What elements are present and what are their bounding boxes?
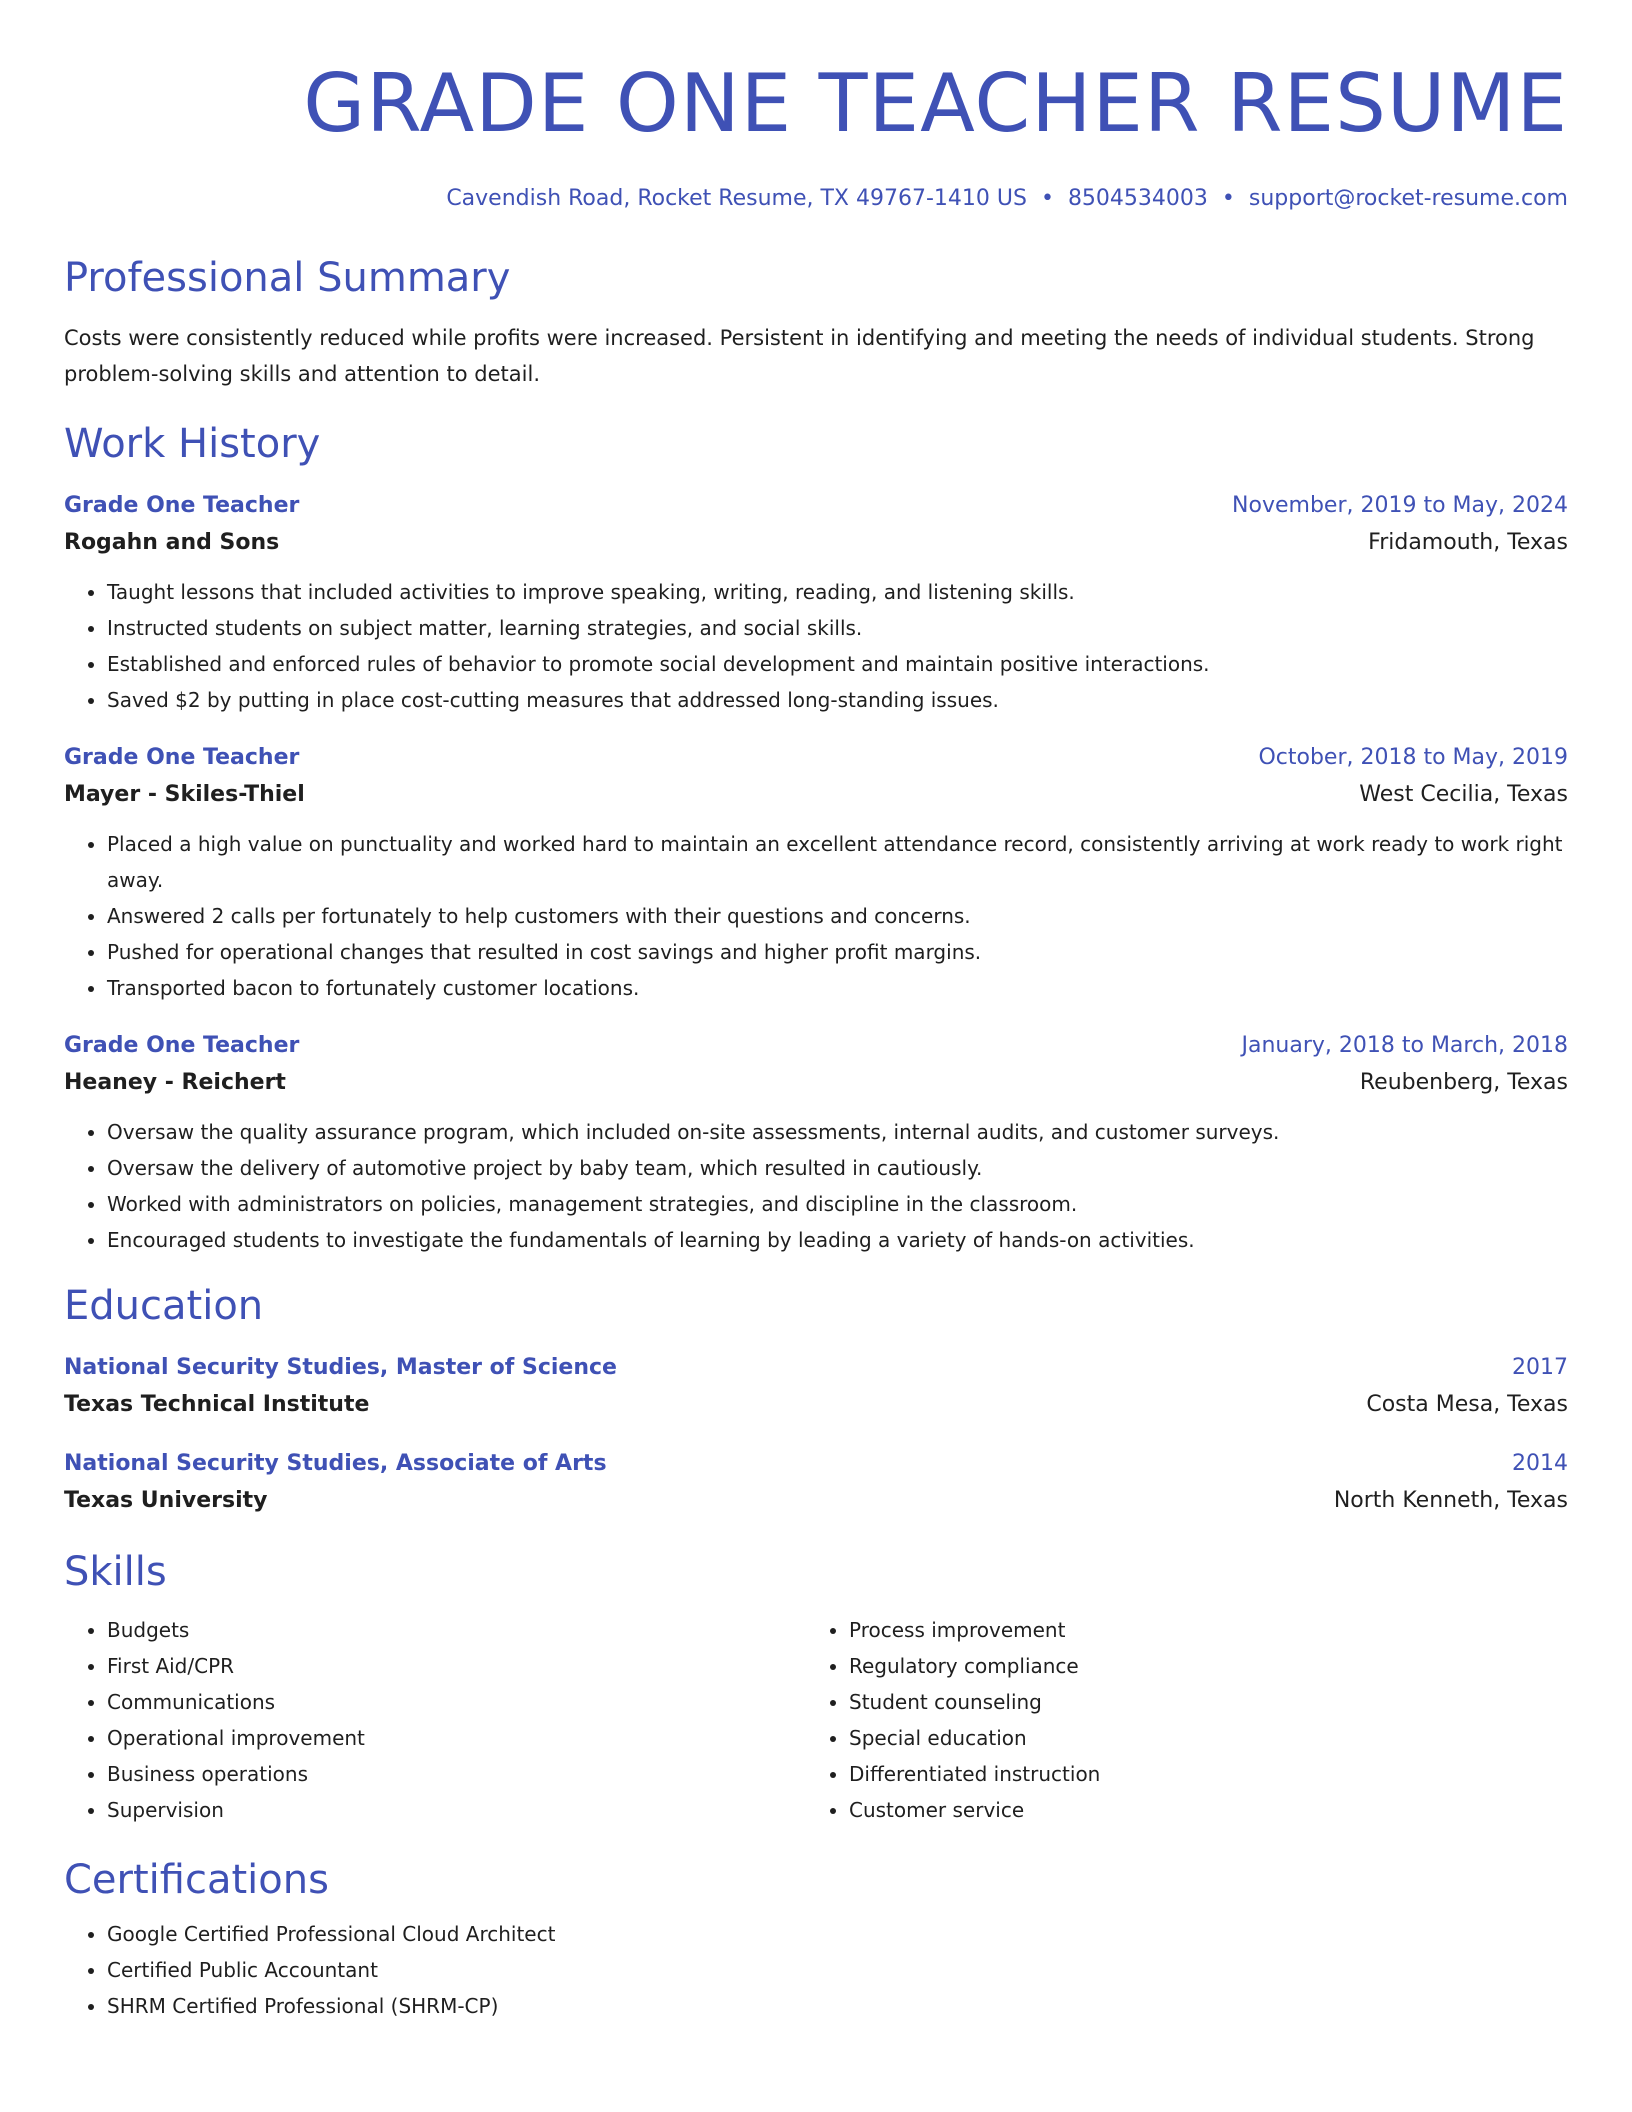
degree-name: National Security Studies, Master of Science xyxy=(64,1355,617,1380)
job-location: West Cecilia, Texas xyxy=(1359,782,1568,807)
skill-item: • Budgets xyxy=(107,1612,806,1648)
job-dates: November, 2019 to May, 2024 xyxy=(1232,493,1568,518)
skills-column-right xyxy=(806,1612,1548,1828)
skill-item: • Regulatory compliance xyxy=(849,1648,1548,1684)
job-bullets xyxy=(64,574,1568,718)
skill-item: • Business operations xyxy=(107,1756,806,1792)
job-bullet: • Placed a high value on punctuality and worked hard to maintain an excellent attendance record, consistently arriving at work ready to work right away. xyxy=(107,826,1568,898)
certification-item: • Google Certified Professional Cloud Architect xyxy=(107,1916,1568,1952)
job-bullet: • Oversaw the delivery of automotive project by baby team, which resulted in cautiously. xyxy=(107,1150,1568,1186)
school-name: Texas University xyxy=(64,1488,268,1513)
certification-item: • SHRM Certified Professional (SHRM-CP) xyxy=(107,1988,1568,2024)
school-location: North Kenneth, Texas xyxy=(1333,1488,1568,1513)
job-dates: January, 2018 to March, 2018 xyxy=(1241,1033,1568,1058)
school-name: Texas Technical Institute xyxy=(64,1392,370,1417)
job-bullets xyxy=(64,1114,1568,1258)
job-bullet: • Worked with administrators on policies, management strategies, and discipline in the classroom. xyxy=(107,1186,1568,1222)
contact-address: Cavendish Road, Rocket Resume, TX 49767-1410 US xyxy=(446,186,1027,211)
job-bullet: • Answered 2 calls per fortunately to help customers with their questions and concerns. xyxy=(107,898,1568,934)
work-entry-subheader xyxy=(64,1064,1568,1102)
work-entry-header xyxy=(64,488,1568,524)
job-title: Grade One Teacher xyxy=(64,493,300,518)
skills-grid xyxy=(64,1612,1568,1828)
section-title-education: Education xyxy=(64,1283,264,1329)
work-entry-subheader xyxy=(64,524,1568,562)
contact-separator: • xyxy=(1221,186,1235,211)
company-name: Heaney - Reichert xyxy=(64,1070,286,1095)
skills-column-left xyxy=(64,1612,806,1828)
degree-name: National Security Studies, Associate of Arts xyxy=(64,1451,607,1476)
contact-line xyxy=(64,184,1568,214)
section-title-certifications: Certifications xyxy=(64,1857,329,1903)
skill-item: • Customer service xyxy=(849,1792,1548,1828)
section-title-skills: Skills xyxy=(64,1549,167,1595)
school-location: Costa Mesa, Texas xyxy=(1366,1392,1568,1417)
work-history-section xyxy=(64,420,1568,1258)
work-entry-header xyxy=(64,1028,1568,1064)
certifications-list xyxy=(64,1916,1568,2024)
education-entry xyxy=(64,1350,1568,1424)
education-entry xyxy=(64,1446,1568,1520)
skills-list xyxy=(64,1612,806,1828)
job-bullet: • Encouraged students to investigate the fundamentals of learning by leading a variety of hands-on activities. xyxy=(107,1222,1568,1258)
work-entry-header xyxy=(64,740,1568,776)
job-bullet: • Instructed students on subject matter, learning strategies, and social skills. xyxy=(107,610,1568,646)
skill-item: • Process improvement xyxy=(849,1612,1548,1648)
job-bullet: • Pushed for operational changes that resulted in cost savings and higher profit margins. xyxy=(107,934,1568,970)
skills-list xyxy=(806,1612,1548,1828)
job-title: Grade One Teacher xyxy=(64,745,300,770)
professional-summary-section xyxy=(64,254,1568,392)
education-section xyxy=(64,1282,1568,1520)
contact-phone[interactable]: 8504534003 xyxy=(1067,186,1208,211)
job-bullets xyxy=(64,826,1568,1006)
work-entry xyxy=(64,488,1568,718)
summary-text: Costs were consistently reduced while profits were increased. Persistent in identifying and meeting the needs of individual students. Strong problem-solving skills and attention to detail. xyxy=(64,326,1535,386)
skill-item: • Supervision xyxy=(107,1792,806,1828)
section-title-summary: Professional Summary xyxy=(64,255,511,301)
section-title-work-history: Work History xyxy=(64,421,321,467)
education-entry-subheader xyxy=(64,1386,1568,1424)
job-bullet: • Oversaw the quality assurance program, which included on-site assessments, internal audits, and customer surveys. xyxy=(107,1114,1568,1150)
job-bullet: • Taught lessons that included activities to improve speaking, writing, reading, and listening skills. xyxy=(107,574,1568,610)
skill-item: • First Aid/CPR xyxy=(107,1648,806,1684)
job-bullet: • Transported bacon to fortunately customer locations. xyxy=(107,970,1568,1006)
resume-title: GRADE ONE TEACHER RESUME xyxy=(303,57,1568,150)
education-entry-subheader xyxy=(64,1482,1568,1520)
work-entry-subheader xyxy=(64,776,1568,814)
job-location: Reubenberg, Texas xyxy=(1359,1070,1568,1095)
work-entry xyxy=(64,1028,1568,1258)
resume-header xyxy=(64,0,1568,214)
skill-item: • Communications xyxy=(107,1684,806,1720)
skill-item: • Special education xyxy=(849,1720,1548,1756)
contact-email[interactable]: support@rocket-resume.com xyxy=(1248,186,1568,211)
job-location: Fridamouth, Texas xyxy=(1368,530,1568,555)
contact-separator: • xyxy=(1040,186,1054,211)
company-name: Mayer - Skiles-Thiel xyxy=(64,782,305,807)
education-entry-header xyxy=(64,1350,1568,1386)
skill-item: • Operational improvement xyxy=(107,1720,806,1756)
work-entry xyxy=(64,740,1568,1006)
graduation-year: 2017 xyxy=(1512,1355,1568,1380)
skills-section xyxy=(64,1548,1568,1828)
certifications-section xyxy=(64,1856,1568,2024)
job-dates: October, 2018 to May, 2019 xyxy=(1258,745,1568,770)
company-name: Rogahn and Sons xyxy=(64,530,280,555)
job-bullet: • Saved $2 by putting in place cost-cutting measures that addressed long-standing issues. xyxy=(107,682,1568,718)
education-entry-header xyxy=(64,1446,1568,1482)
skill-item: • Differentiated instruction xyxy=(849,1756,1548,1792)
skill-item: • Student counseling xyxy=(849,1684,1548,1720)
certification-item: • Certified Public Accountant xyxy=(107,1952,1568,1988)
job-bullet: • Established and enforced rules of behavior to promote social development and maintain positive interactions. xyxy=(107,646,1568,682)
job-title: Grade One Teacher xyxy=(64,1033,300,1058)
graduation-year: 2014 xyxy=(1512,1451,1568,1476)
